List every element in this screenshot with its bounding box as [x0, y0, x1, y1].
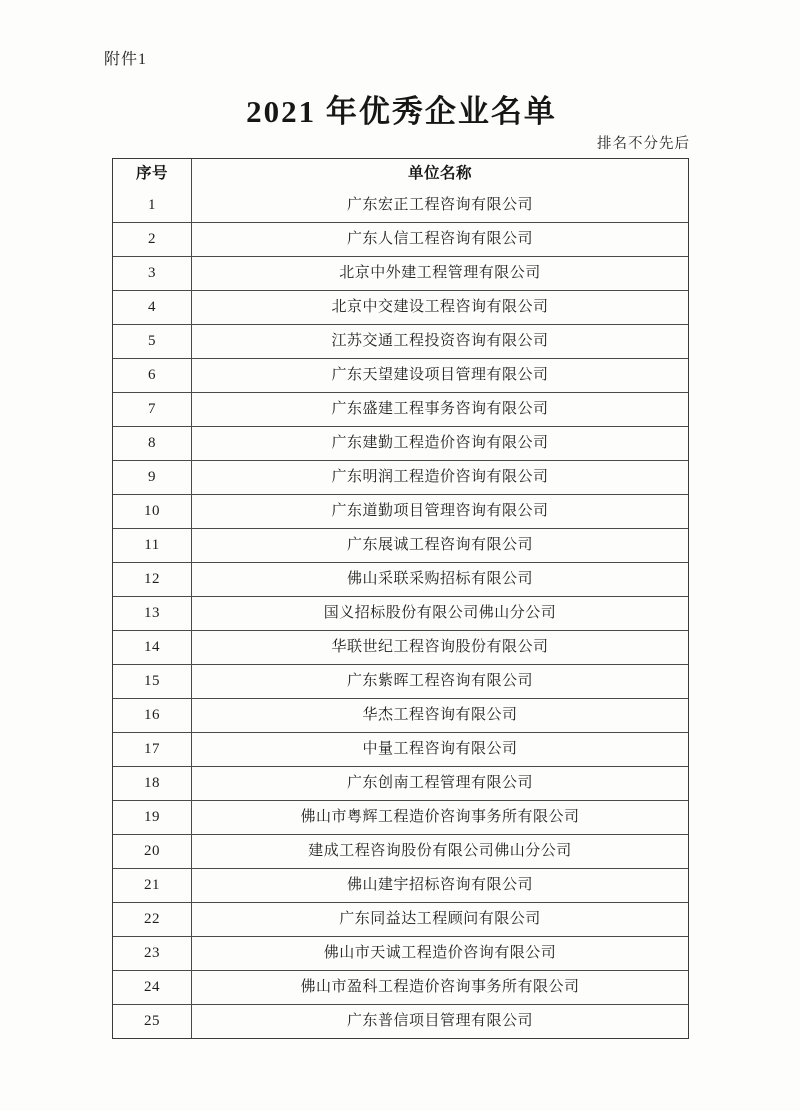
table-row — [113, 358, 688, 392]
table-row — [113, 766, 688, 800]
row-serial-number: 13 — [113, 597, 192, 630]
row-serial-number: 7 — [113, 393, 192, 426]
table-row — [113, 528, 688, 562]
table-header-row — [113, 159, 688, 189]
row-company-name: 佛山建宇招标咨询有限公司 — [346, 877, 533, 893]
company-table — [112, 158, 689, 1039]
row-company-name: 佛山采联采购招标有限公司 — [346, 571, 533, 587]
row-serial-number: 16 — [113, 699, 192, 732]
row-company-name: 广东紫晖工程咨询有限公司 — [346, 673, 533, 689]
table-row — [113, 256, 688, 290]
row-company-name: 佛山市天诚工程造价咨询有限公司 — [323, 945, 557, 961]
row-serial-number: 3 — [113, 257, 192, 290]
page-title: 2021 年优秀企业名单 — [246, 94, 557, 129]
row-company-name: 华联世纪工程咨询股份有限公司 — [331, 639, 549, 655]
row-company-name: 北京中交建设工程咨询有限公司 — [331, 299, 549, 315]
table-row — [113, 698, 688, 732]
row-serial-number: 19 — [113, 801, 192, 834]
row-company-name: 广东普信项目管理有限公司 — [346, 1013, 533, 1029]
table-row — [113, 426, 688, 460]
row-company-name: 江苏交通工程投资咨询有限公司 — [331, 333, 549, 349]
row-company-name: 广东天望建设项目管理有限公司 — [331, 367, 549, 383]
row-serial-number: 4 — [113, 291, 192, 324]
row-company-name: 广东宏正工程咨询有限公司 — [346, 197, 533, 213]
table-row — [113, 664, 688, 698]
row-serial-number: 20 — [113, 835, 192, 868]
row-company-name: 广东明润工程造价咨询有限公司 — [331, 469, 549, 485]
row-company-name: 华杰工程咨询有限公司 — [362, 707, 518, 723]
row-company-name: 北京中外建工程管理有限公司 — [339, 265, 541, 281]
row-serial-number: 5 — [113, 325, 192, 358]
row-company-name: 建成工程咨询股份有限公司佛山分公司 — [308, 843, 572, 859]
row-company-name: 佛山市盈科工程造价咨询事务所有限公司 — [300, 979, 580, 995]
row-serial-number: 1 — [113, 189, 192, 222]
row-serial-number: 2 — [113, 223, 192, 256]
row-serial-number: 8 — [113, 427, 192, 460]
header-serial-number: 序号 — [113, 159, 192, 189]
row-serial-number: 10 — [113, 495, 192, 528]
row-company-name: 广东展诚工程咨询有限公司 — [346, 537, 533, 553]
row-company-name: 广东道勤项目管理咨询有限公司 — [331, 503, 549, 519]
row-serial-number: 15 — [113, 665, 192, 698]
row-company-name: 中量工程咨询有限公司 — [362, 741, 518, 757]
table-row — [113, 1004, 688, 1038]
row-serial-number: 17 — [113, 733, 192, 766]
table-row — [113, 596, 688, 630]
table-row — [113, 290, 688, 324]
row-serial-number: 9 — [113, 461, 192, 494]
row-serial-number: 12 — [113, 563, 192, 596]
row-company-name: 广东人信工程咨询有限公司 — [346, 231, 533, 247]
row-company-name: 广东建勤工程造价咨询有限公司 — [331, 435, 549, 451]
row-serial-number: 6 — [113, 359, 192, 392]
table-row — [113, 562, 688, 596]
ranking-note: 排名不分先后 — [597, 136, 690, 152]
table-row — [113, 970, 688, 1004]
table-row — [113, 222, 688, 256]
row-serial-number: 11 — [113, 529, 192, 562]
row-serial-number: 21 — [113, 869, 192, 902]
table-row — [113, 324, 688, 358]
table-row — [113, 732, 688, 766]
attachment-label: 附件1 — [104, 51, 148, 68]
row-company-name: 广东同益达工程顾问有限公司 — [339, 911, 541, 927]
table-row — [113, 392, 688, 426]
row-serial-number: 25 — [113, 1005, 192, 1038]
row-company-name: 佛山市粤辉工程造价咨询事务所有限公司 — [300, 809, 580, 825]
table-row — [113, 800, 688, 834]
table-row — [113, 460, 688, 494]
row-serial-number: 23 — [113, 937, 192, 970]
header-company-name: 单位名称 — [407, 165, 472, 183]
row-company-name: 广东创南工程管理有限公司 — [346, 775, 533, 791]
table-row — [113, 494, 688, 528]
row-company-name: 广东盛建工程事务咨询有限公司 — [331, 401, 549, 417]
company-table-body — [113, 189, 688, 1038]
table-row — [113, 902, 688, 936]
table-row — [113, 936, 688, 970]
row-company-name: 国义招标股份有限公司佛山分公司 — [323, 605, 557, 621]
row-serial-number: 18 — [113, 767, 192, 800]
row-serial-number: 24 — [113, 971, 192, 1004]
table-row — [113, 868, 688, 902]
row-serial-number: 14 — [113, 631, 192, 664]
table-row — [113, 189, 688, 222]
table-row — [113, 630, 688, 664]
row-serial-number: 22 — [113, 903, 192, 936]
table-row — [113, 834, 688, 868]
